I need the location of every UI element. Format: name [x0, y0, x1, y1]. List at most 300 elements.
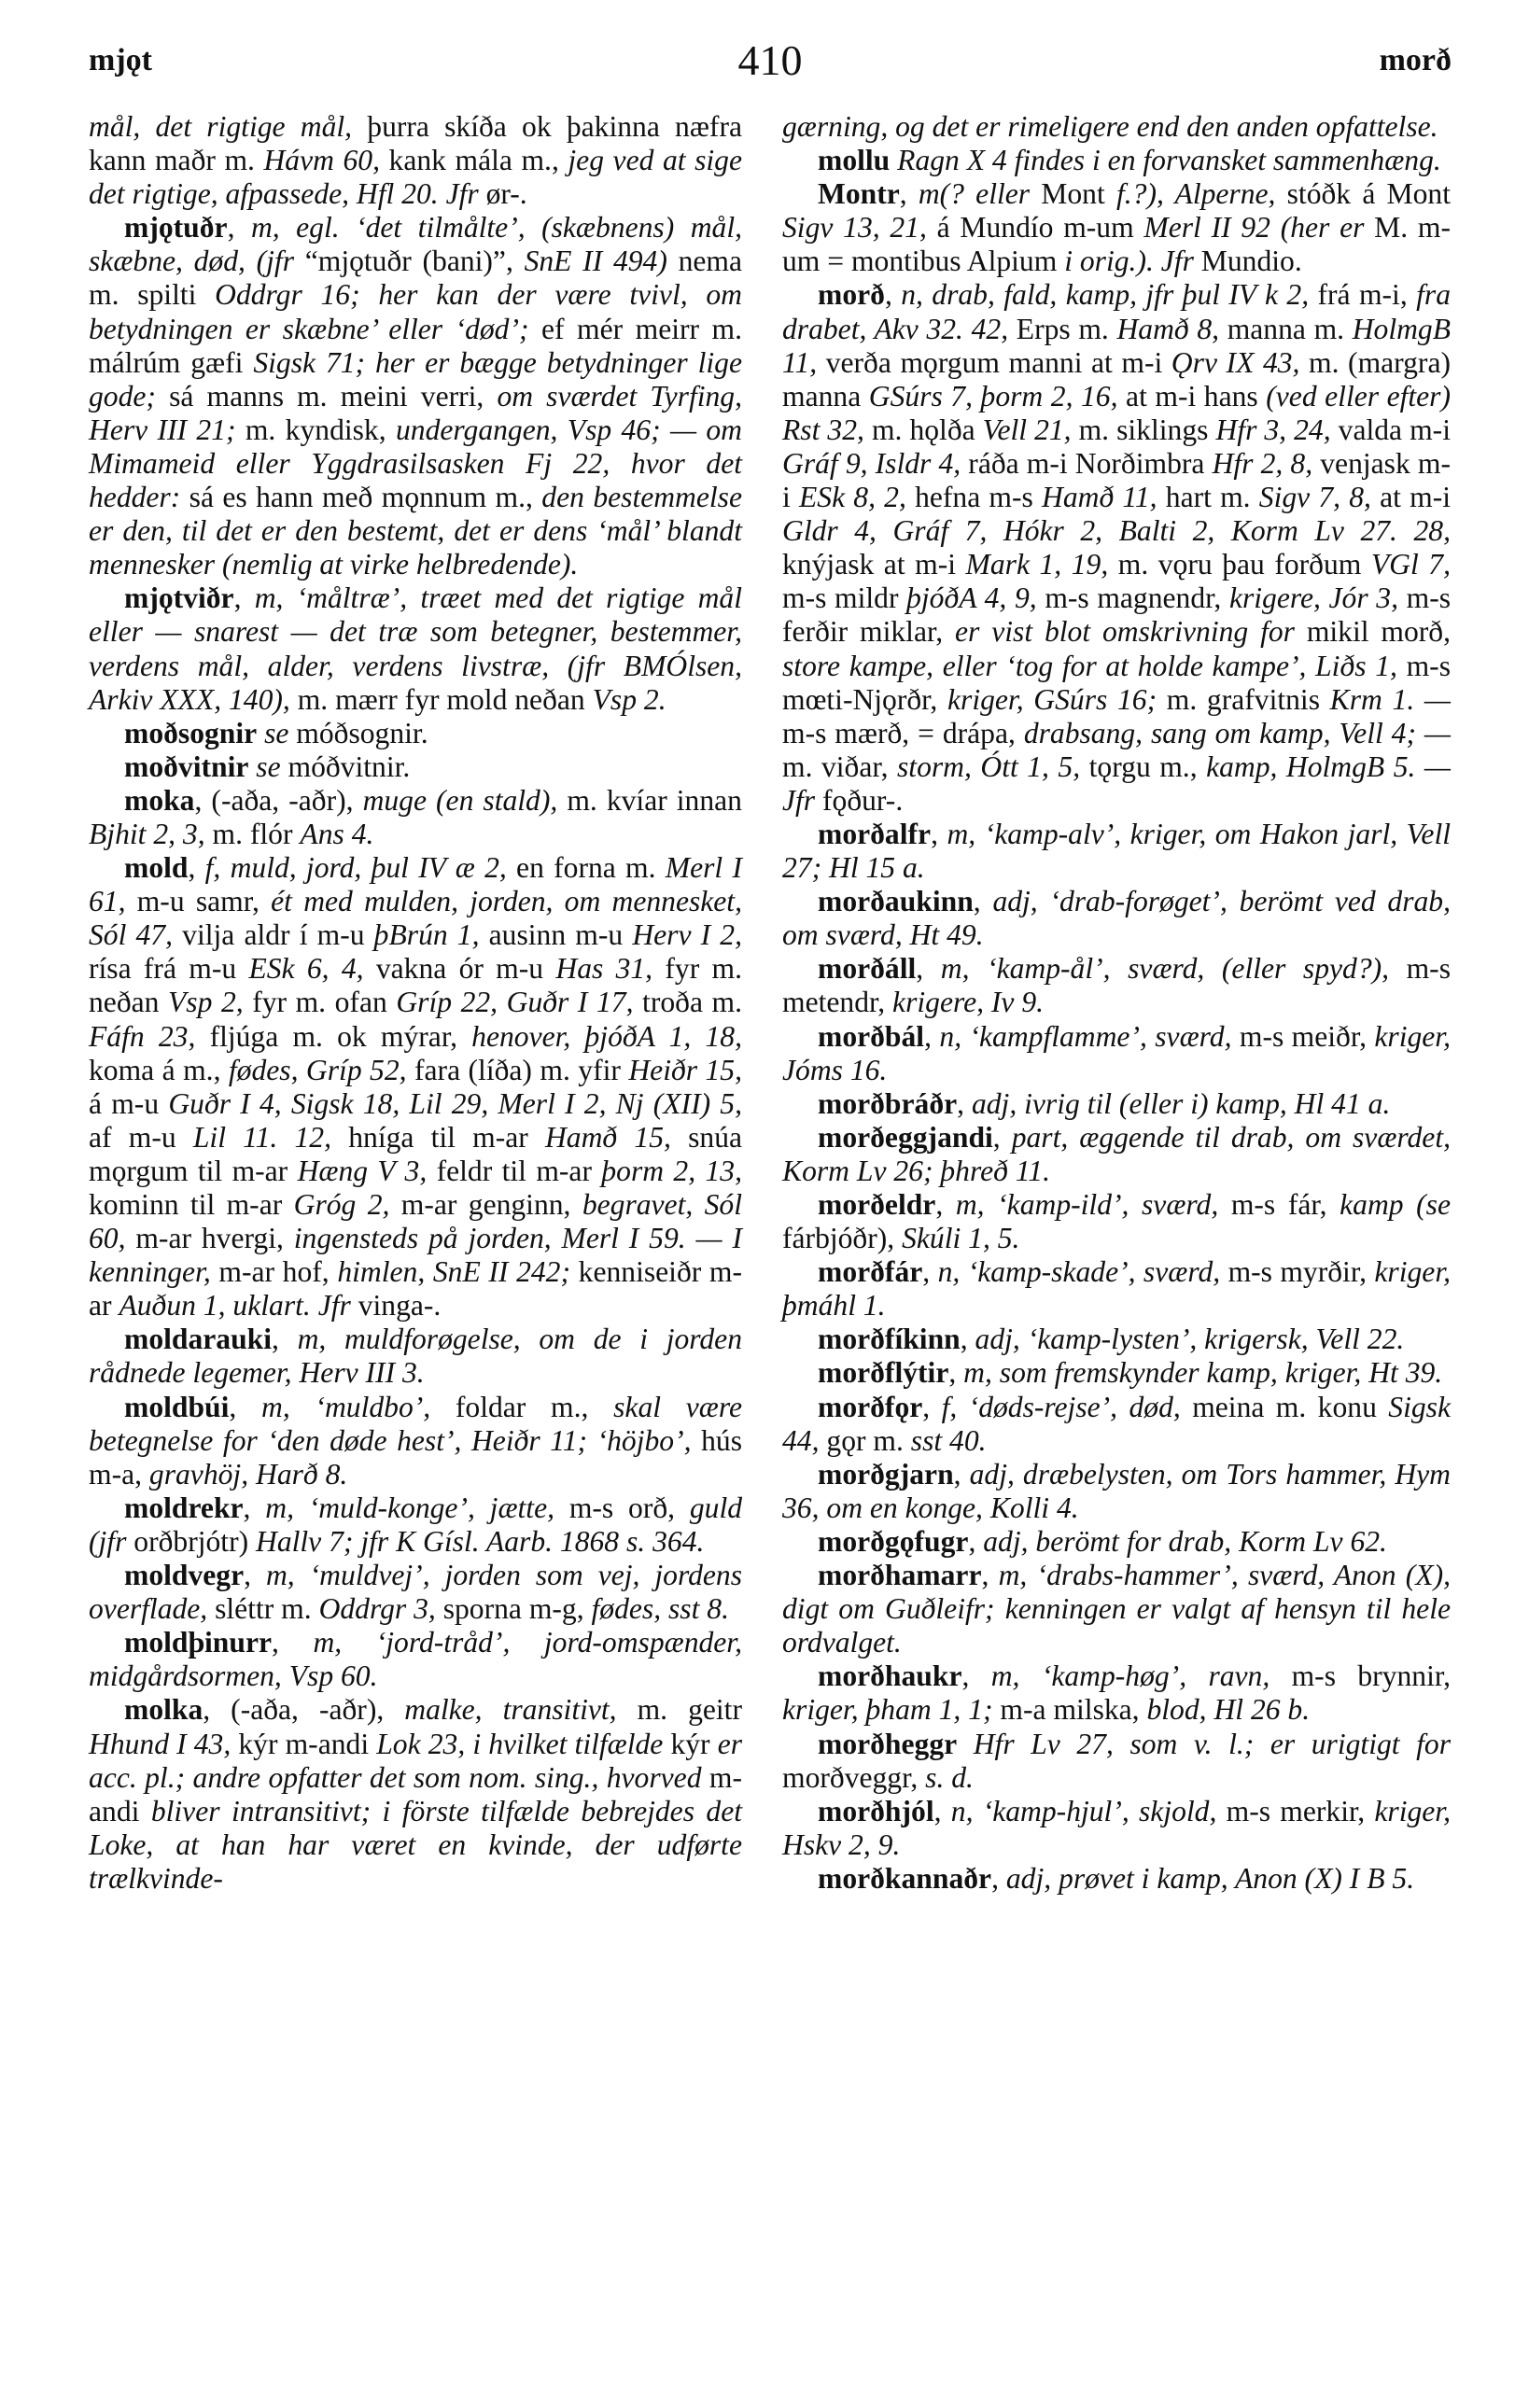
citation-text: ,	[924, 1019, 940, 1053]
italic-gloss: Ans 4.	[300, 817, 374, 850]
citation-text: vinga-.	[358, 1289, 442, 1323]
citation-text: ,	[931, 817, 947, 850]
citation-text: vilja aldr í m-u	[182, 918, 374, 952]
citation-text: ,	[899, 177, 919, 211]
citation-text: hefna m-s	[915, 481, 1043, 514]
citation-text: m-s magnendr,	[1045, 581, 1229, 615]
headword: moldbúi	[124, 1390, 230, 1423]
italic-gloss: f, ‘døds-rejse’, død,	[941, 1390, 1193, 1423]
italic-gloss: Herv I 2,	[632, 918, 742, 952]
italic-gloss: kamp (se	[1340, 1188, 1451, 1221]
italic-gloss: Hamð 8,	[1116, 312, 1227, 345]
italic-gloss: Sigv 13, 21,	[782, 211, 937, 245]
left-column	[89, 110, 742, 1896]
italic-gloss: m(? eller	[918, 177, 1042, 211]
dictionary-entry	[782, 1525, 1451, 1559]
italic-gloss: blod, Hl 26 b.	[1146, 1693, 1311, 1727]
citation-text: m. (margra) manna	[782, 345, 1451, 413]
citation-text: ,	[981, 1559, 999, 1592]
citation-text: á Mundío m-um	[936, 211, 1144, 245]
citation-text: af m-u	[89, 1120, 193, 1154]
italic-gloss: Gróg 2,	[293, 1188, 401, 1221]
italic-gloss: m, ‘muldbo’,	[261, 1390, 456, 1423]
italic-gloss: Vsp 2,	[168, 986, 253, 1019]
citation-text: ausinn m-u	[488, 918, 633, 952]
citation-text: frá m-i,	[1317, 278, 1417, 312]
italic-gloss: malke, transitivt,	[404, 1693, 638, 1727]
citation-text: fǫður-.	[822, 783, 904, 817]
dictionary-entry	[782, 1728, 1451, 1795]
headword: morðhamarr	[818, 1559, 982, 1592]
italic-gloss: Hfr Lv 27, som v. l.; er urigtigt for	[957, 1727, 1451, 1760]
citation-text: m-u samr,	[136, 885, 272, 918]
dictionary-entry	[782, 1121, 1451, 1188]
citation-text: ,	[960, 1323, 975, 1356]
italic-gloss: Ragn X 4 findes i en forvansket sammenhæng.	[890, 144, 1441, 177]
italic-gloss: s. d.	[925, 1760, 974, 1794]
citation-text: ,	[992, 1120, 1012, 1154]
citation-text: m-s fár,	[1230, 1188, 1340, 1221]
headword: morðhaukr	[818, 1659, 962, 1693]
italic-gloss: Merl I 61,	[89, 851, 742, 918]
citation-text: tǫrgu m.,	[1088, 749, 1207, 783]
dictionary-entry	[89, 717, 742, 750]
headword: morðeggjandi	[818, 1120, 993, 1154]
citation-text: , (-aða, -aðr),	[203, 1693, 405, 1727]
italic-gloss: om sværdet Tyrfing, Herv III 21;	[89, 379, 742, 446]
italic-gloss: f, muld, jord, þul IV æ 2,	[204, 851, 517, 885]
headword: morðfár	[818, 1255, 923, 1289]
italic-gloss: kriger, GSúrs 16;	[947, 682, 1167, 716]
italic-gloss: Gráf 9, Isldr 4,	[782, 446, 969, 480]
citation-text: foldar m.,	[455, 1390, 614, 1423]
citation-text: m-s meiðr,	[1239, 1019, 1375, 1053]
italic-gloss: Hallv 7; jfr K Gísl. Aarb. 1868 s. 364.	[256, 1524, 705, 1558]
citation-text: fyr m. ofan	[252, 986, 397, 1019]
italic-gloss: n, ‘kampflamme’, sværd,	[939, 1019, 1240, 1053]
italic-gloss: adj, ‘kamp-lysten’, krigersk, Vell 22.	[975, 1323, 1405, 1356]
citation-text: ,	[233, 581, 255, 615]
page-number: 410	[737, 36, 803, 84]
italic-gloss: kamp, HolmgB 5. — Jfr	[782, 749, 1451, 817]
citation-text: sléttr m.	[215, 1592, 319, 1626]
italic-gloss: i orig.). Jfr	[1064, 245, 1201, 278]
citation-text: þurra skíða ok þakinna næfra kann maðr m.	[89, 110, 742, 177]
italic-gloss: Ǫrv IX 43,	[1171, 345, 1310, 379]
italic-gloss: VGl 7,	[1370, 548, 1451, 581]
citation-text: stóðk á Mont	[1286, 177, 1452, 211]
italic-gloss: ingensteds på jorden, Merl I 59. — I kenninger,	[89, 1222, 743, 1289]
citation-text: á m-u	[89, 1086, 169, 1120]
citation-text: kominn til m-ar	[89, 1188, 294, 1221]
dictionary-entry	[782, 885, 1451, 952]
citation-text: m-s metendr,	[782, 952, 1451, 1019]
headword: morðeldr	[818, 1188, 936, 1221]
citation-text: ,	[948, 1356, 964, 1390]
citation-text: koma á m.,	[89, 1053, 229, 1086]
dictionary-entry	[782, 177, 1451, 278]
citation-text: hart m.	[1165, 481, 1259, 514]
citation-text: at m-i	[1380, 481, 1452, 514]
headword: morðgǫfugr	[818, 1524, 969, 1558]
italic-gloss: GSúrs 7, þorm 2, 16,	[868, 379, 1127, 413]
italic-gloss: Hávm 60,	[263, 144, 389, 177]
citation-text: ,	[922, 1390, 942, 1423]
citation-text: m. kvíar innan	[567, 783, 742, 817]
italic-gloss: drabsang, sang om kamp, Vell 4; —	[1023, 716, 1451, 749]
citation-text: m. grafvitnis	[1166, 682, 1330, 716]
citation-text: sá manns m. meini verri,	[169, 379, 498, 413]
citation-text: ,	[933, 1794, 951, 1827]
citation-text: m. hǫlða	[871, 413, 983, 446]
italic-gloss: Lil 11. 12,	[192, 1120, 349, 1154]
citation-text: ,	[916, 952, 941, 986]
italic-gloss: se	[257, 716, 297, 749]
citation-text: m. siklings	[1078, 413, 1216, 446]
dictionary-entry	[782, 1458, 1451, 1525]
italic-gloss: Hæng V 3,	[297, 1154, 437, 1187]
dictionary-entry	[782, 1356, 1451, 1390]
italic-gloss: adj, berömt for drab, Korm Lv 62.	[983, 1524, 1387, 1558]
italic-gloss: ét med mulden, jorden, om mennesket, Sól 47,	[89, 885, 742, 952]
italic-gloss: er acc. pl.; andre opfatter det som nom. sing., hvorved	[89, 1727, 743, 1794]
citation-text: M. m-um = montibus Alpium	[782, 211, 1452, 278]
italic-gloss: krigere, Jór 3,	[1228, 581, 1407, 615]
dictionary-entry	[89, 1491, 742, 1559]
headword: morðbál	[818, 1019, 925, 1053]
italic-gloss: se	[248, 749, 288, 783]
italic-gloss: Oddrgr 16; her kan der være tvivl, om betydningen er skæbne’ eller ‘død’;	[89, 278, 742, 345]
dictionary-entry	[89, 581, 742, 716]
italic-gloss: n, ‘kamp-hjul’, skjold,	[950, 1794, 1227, 1827]
citation-text: móðsognir.	[296, 716, 428, 749]
headword: morðáll	[818, 952, 917, 986]
citation-text: m-andi	[89, 1760, 742, 1827]
headword: mollu	[818, 144, 891, 177]
italic-gloss: Oddrgr 3,	[318, 1592, 443, 1626]
italic-gloss: Bjhit 2, 3,	[89, 817, 213, 850]
citation-text: at m-i hans	[1126, 379, 1267, 413]
citation-text: móðvitnir.	[288, 749, 411, 783]
italic-gloss: Hhund I 43,	[89, 1727, 239, 1760]
italic-gloss: þjóðA 4, 9,	[906, 581, 1045, 615]
citation-text: m. geitr	[637, 1693, 742, 1727]
italic-gloss: þBrún 1,	[373, 918, 489, 952]
citation-text: ef mér meirr m. málrúm gæfi	[89, 312, 743, 379]
citation-text: mikil morð,	[1306, 615, 1451, 649]
citation-text: m-s brynnir,	[1291, 1659, 1451, 1693]
citation-text: ør-.	[485, 177, 527, 211]
italic-gloss: Hfr 3, 24,	[1215, 413, 1339, 446]
citation-text: Mont	[1041, 177, 1116, 211]
citation-text: venjask m-i	[782, 446, 1451, 514]
italic-gloss: kriger, þham 1, 1;	[782, 1693, 1001, 1727]
italic-gloss: m, ‘muld-konge’, jætte,	[265, 1491, 569, 1524]
dictionary-entry	[89, 211, 742, 581]
headword: Montr	[818, 177, 900, 211]
dictionary-entry	[782, 1559, 1451, 1659]
citation-text: manna m.	[1227, 312, 1353, 345]
headword: morðgjarn	[818, 1457, 954, 1491]
italic-gloss: m, som fremskynder kamp, kriger, Ht 39.	[963, 1356, 1443, 1390]
italic-gloss: Mark 1, 19,	[965, 548, 1118, 581]
right-column	[782, 110, 1451, 1896]
italic-gloss: part, æggende til drab, om sværdet, Korm Lv 26; þhreð 11.	[782, 1120, 1452, 1187]
headword: morðheggr	[818, 1727, 958, 1760]
headword: mjǫtuðr	[124, 211, 228, 245]
citation-text: sporna m-g,	[442, 1592, 592, 1626]
italic-gloss: jeg ved at sige det rigtige, afpassede, Hfl 20. Jfr	[89, 144, 742, 211]
italic-gloss: adj, prøvet i kamp, Anon (X) I B 5.	[1005, 1861, 1415, 1895]
citation-text: m-a milska,	[1000, 1693, 1147, 1727]
italic-gloss: þorm 2, 13,	[601, 1154, 742, 1187]
italic-gloss: Lok 23, i hvilket tilfælde	[376, 1727, 671, 1760]
italic-gloss: Gldr 4, Gráf 7, Hókr 2, Balti 2, Korm Lv 27. 28,	[782, 514, 1451, 548]
citation-text: m. vǫru þau forðum	[1117, 548, 1371, 581]
italic-gloss: undergangen, Vsp 46; — om Mimameid eller Yggdrasilsasken Fj 22, hvor det hedder:	[89, 413, 743, 514]
headword: moldrekr	[124, 1491, 244, 1524]
left-running-headword: mjǫt	[89, 43, 152, 77]
italic-gloss: storm, Ótt 1, 5,	[897, 749, 1089, 783]
italic-gloss: skal være betegnelse for ‘den døde hest’, Heiðr 11; ‘höjbo’,	[89, 1390, 742, 1457]
italic-gloss: m, muldforøgelse, om de i jorden rådnede legemer, Herv III 3.	[89, 1323, 743, 1390]
headword: molka	[124, 1693, 203, 1727]
italic-gloss: bliver intransitivt; i förste tilfælde bebrejdes det Loke, at han har været en kvinde, der udførte trælkvinde-	[89, 1794, 742, 1895]
citation-text: ,	[188, 851, 205, 885]
citation-text: m-s myrðir,	[1227, 1255, 1375, 1289]
citation-text: ,	[243, 1491, 266, 1524]
dictionary-entry	[89, 1323, 742, 1390]
dictionary-entry	[782, 278, 1451, 818]
italic-gloss: m, ‘kamp-alv’, kriger, om Hakon jarl, Vell 27; Hl 15 a.	[782, 817, 1452, 885]
citation-text: m-s mœti-Njǫrðr,	[782, 649, 1451, 716]
dictionary-entry	[89, 784, 742, 851]
headword: moka	[124, 783, 195, 817]
italic-gloss: Vell 21,	[982, 413, 1079, 446]
citation-text: ,	[991, 1861, 1006, 1895]
citation-text: fljúga m. ok mýrar,	[209, 1019, 472, 1053]
italic-gloss: fødes, Gríp 52,	[228, 1053, 414, 1086]
italic-gloss: begravet, Sól 60,	[89, 1188, 742, 1255]
citation-text: m-ar genginn,	[400, 1188, 582, 1221]
italic-gloss: adj, dræbelysten, om Tors hammer, Hym 36, om en konge, Kolli 4.	[782, 1457, 1451, 1524]
italic-gloss: m, ‘måltræ’, træet med det rigtige mål eller — snarest — det træ som betegner, bestemmer, verdens mål, alder, verdens livstræ, (jfr BMÓlsen, Arkiv XXX, 140),	[89, 581, 742, 716]
dictionary-entry	[89, 1626, 742, 1693]
citation-text: snúa mǫrgum til m-ar	[89, 1120, 743, 1187]
dictionary-entry	[782, 1862, 1451, 1896]
citation-text: ,	[973, 885, 993, 918]
italic-gloss: kriger, Jóms 16.	[782, 1019, 1451, 1086]
italic-gloss: store kampe, eller ‘tog for at holde kampe’, Liðs 1,	[782, 649, 1407, 682]
italic-gloss: er vist blot omskrivning for	[955, 615, 1307, 649]
dictionary-entry	[782, 1795, 1451, 1862]
dictionary-entry	[782, 144, 1451, 177]
headword: morðaukinn	[818, 885, 974, 918]
italic-gloss: Krm 1. —	[1329, 682, 1451, 716]
italic-gloss: n, drab, fald, kamp, jfr þul IV k 2,	[901, 278, 1318, 312]
citation-text: valda m-i	[1338, 413, 1451, 446]
headword: morðbráðr	[818, 1086, 958, 1120]
italic-gloss: himlen, SnE II 242;	[337, 1255, 579, 1289]
citation-text: fara (líða) m. yfir	[414, 1053, 629, 1086]
citation-text: nema m. spilti	[89, 245, 742, 312]
italic-gloss: ESk 8, 2,	[798, 481, 916, 514]
italic-gloss: gærning, og det er rimeligere end den anden opfattelse.	[782, 110, 1438, 143]
citation-text: ,	[884, 278, 902, 312]
italic-gloss: SnE II 494)	[524, 245, 679, 278]
citation-text: kýr m-andi	[238, 1727, 377, 1760]
headword: morðhjól	[818, 1794, 934, 1827]
headword: morðalfr	[818, 817, 932, 850]
italic-gloss: guld (jfr	[89, 1491, 743, 1558]
italic-gloss: HolmgB 11,	[782, 312, 1452, 379]
citation-text: ,	[227, 211, 251, 245]
italic-gloss: Guðr I 4, Sigsk 18, Lil 29, Merl I 2, Nj (XII) 5,	[168, 1086, 743, 1120]
citation-text: kýr	[670, 1727, 718, 1760]
citation-text: kenniseiðr m-ar	[89, 1255, 743, 1323]
italic-gloss: m, ‘kamp-ål’, sværd, (eller spyd?),	[940, 952, 1407, 986]
dictionary-entry	[89, 1693, 742, 1896]
citation-text: vakna ór m-u	[375, 952, 556, 986]
citation-text: m. viðar,	[782, 749, 898, 783]
headword: morðfíkinn	[818, 1323, 961, 1356]
citation-text: m-ar hvergi,	[135, 1222, 294, 1255]
italic-gloss: adj, ‘drab-forøget’, berömt ved drab, om sværd, Ht 49.	[782, 885, 1451, 952]
italic-gloss: f.?), Alperne,	[1115, 177, 1287, 211]
citation-text: verða mǫrgum manni at m-i	[825, 345, 1171, 379]
citation-text: m. mærr fyr mold neðan	[297, 682, 593, 716]
italic-gloss: muge (en stald),	[362, 783, 568, 817]
italic-gloss: m, ‘kamp-høg’, ravn,	[990, 1659, 1292, 1693]
citation-text: Erps m.	[1016, 312, 1117, 345]
citation-text: knýjask at m-i	[782, 548, 966, 581]
headword: morðflýtir	[818, 1356, 949, 1390]
dictionary-entry	[782, 1659, 1451, 1727]
citation-text: hníga til m-ar	[348, 1120, 545, 1154]
citation-text: en forna m.	[516, 851, 666, 885]
headword: moldarauki	[124, 1323, 272, 1356]
italic-gloss: Heiðr 15,	[628, 1053, 742, 1086]
dictionary-entry	[782, 1188, 1451, 1255]
citation-text: orðbrjótr)	[133, 1524, 257, 1558]
citation-text: ,	[272, 1323, 298, 1356]
italic-gloss: (ved eller efter) Rst 32,	[782, 379, 1451, 446]
italic-gloss: Vsp 2.	[592, 682, 666, 716]
italic-gloss: Hamð 11,	[1042, 481, 1166, 514]
italic-gloss: Sigsk 71; her er bægge betydninger lige gode;	[89, 345, 742, 413]
citation-text: ,	[968, 1524, 984, 1558]
italic-gloss: Skúli 1, 5.	[902, 1222, 1020, 1255]
italic-gloss: Gríp 22, Guðr I 17,	[396, 986, 643, 1019]
italic-gloss: Sigv 7, 8,	[1258, 481, 1381, 514]
italic-gloss: mål, det rigtige mål,	[89, 110, 368, 143]
citation-text: m-s mildr	[782, 581, 907, 615]
italic-gloss: ESk 6, 4,	[248, 952, 376, 986]
dictionary-entry	[89, 110, 742, 211]
citation-text: ,	[229, 1390, 262, 1423]
italic-gloss: Fáfn 23,	[89, 1019, 210, 1053]
dictionary-entry	[782, 952, 1451, 1019]
italic-gloss: gravhöj, Harð 8.	[148, 1457, 348, 1491]
italic-gloss: fra drabet, Akv 32. 42,	[782, 278, 1451, 345]
headword: morðfǫr	[818, 1390, 923, 1423]
citation-text: m. kyndisk,	[245, 413, 396, 446]
italic-gloss: m, ‘muldvej’, jorden som vej, jordens overflade,	[89, 1559, 742, 1626]
citation-text: “mjǫtuðr (bani)”,	[304, 245, 525, 278]
italic-gloss: m, ‘kamp-ild’, sværd,	[955, 1188, 1231, 1221]
citation-text: feldr til m-ar	[436, 1154, 602, 1187]
citation-text: m-s merkir,	[1226, 1794, 1375, 1827]
headword: moðsognir	[124, 716, 258, 749]
citation-text: m-s ferðir miklar,	[782, 581, 1452, 649]
headword: morðkannaðr	[818, 1861, 992, 1895]
citation-text: ráða m-i Norðimbra	[968, 446, 1213, 480]
citation-text: rísa frá m-u	[89, 952, 249, 986]
dictionary-entry	[782, 1391, 1451, 1458]
italic-gloss: adj, ivrig til (eller i) kamp, Hl 41 a.	[971, 1086, 1391, 1120]
dictionary-entry	[89, 851, 742, 1323]
dictionary-entry	[782, 1255, 1451, 1323]
citation-text: ,	[244, 1559, 266, 1592]
citation-text: morðveggr,	[782, 1760, 926, 1794]
citation-text: m-s orð,	[568, 1491, 690, 1524]
italic-gloss: Sigsk 44,	[782, 1390, 1451, 1457]
headword: morð	[818, 278, 885, 312]
citation-text: gǫr m.	[826, 1423, 911, 1457]
italic-gloss: fødes, sst 8.	[591, 1592, 729, 1626]
italic-gloss: den bestemmelse er den, til det er den bestemt, det er dens ‘mål’ blandt mennesker (nemlig at virke helbredende).	[89, 481, 742, 581]
headword: mold	[124, 851, 189, 885]
italic-gloss: Hamð 15,	[544, 1120, 689, 1154]
citation-text: m. flór	[212, 817, 301, 850]
citation-text: fárbjóðr),	[782, 1222, 903, 1255]
italic-gloss: n, ‘kamp-skade’, sværd,	[937, 1255, 1228, 1289]
right-running-headword: morð	[1379, 43, 1452, 77]
dictionary-entry	[782, 818, 1451, 885]
citation-text: ,	[957, 1086, 972, 1120]
citation-text: m-s mærð, = drápa,	[782, 716, 1024, 749]
citation-text: ,	[922, 1255, 938, 1289]
dictionary-entry	[782, 110, 1451, 144]
dictionary-entry	[782, 1323, 1451, 1356]
italic-gloss: sst 40.	[910, 1423, 987, 1457]
citation-text: ,	[961, 1659, 991, 1693]
dictionary-entry	[89, 750, 742, 784]
page-header	[89, 35, 1452, 91]
citation-text: , (-aða, -aðr),	[194, 783, 363, 817]
citation-text: ,	[272, 1626, 314, 1659]
italic-gloss: Hfr 2, 8,	[1212, 446, 1321, 480]
italic-gloss: m, egl. ‘det tilmålte’, (skæbnens) mål, skæbne, død, (jfr	[89, 211, 742, 278]
citation-text: ,	[935, 1188, 956, 1221]
citation-text: meina m. konu	[1192, 1390, 1389, 1423]
citation-text: Mundio.	[1200, 245, 1302, 278]
italic-gloss: kriger, Hskv 2, 9.	[782, 1794, 1451, 1861]
italic-gloss: Auðun 1, uklart. Jfr	[119, 1289, 358, 1323]
dictionary-entry	[782, 1087, 1451, 1121]
dictionary-entry	[89, 1559, 742, 1626]
italic-gloss: Merl II 92 (her er	[1143, 211, 1375, 245]
italic-gloss: henover, þjóðA 1, 18,	[471, 1019, 742, 1053]
citation-text: sá es hann með mǫnnum m.,	[189, 481, 542, 514]
citation-text: hús m-a,	[89, 1423, 742, 1491]
italic-gloss: Has 31,	[555, 952, 666, 986]
dictionary-entry	[782, 1020, 1451, 1087]
italic-gloss: kriger, þmáhl 1.	[782, 1255, 1452, 1323]
dictionary-entry	[89, 1391, 742, 1491]
citation-text: kank mála m.,	[388, 144, 568, 177]
citation-text: ,	[953, 1457, 970, 1491]
